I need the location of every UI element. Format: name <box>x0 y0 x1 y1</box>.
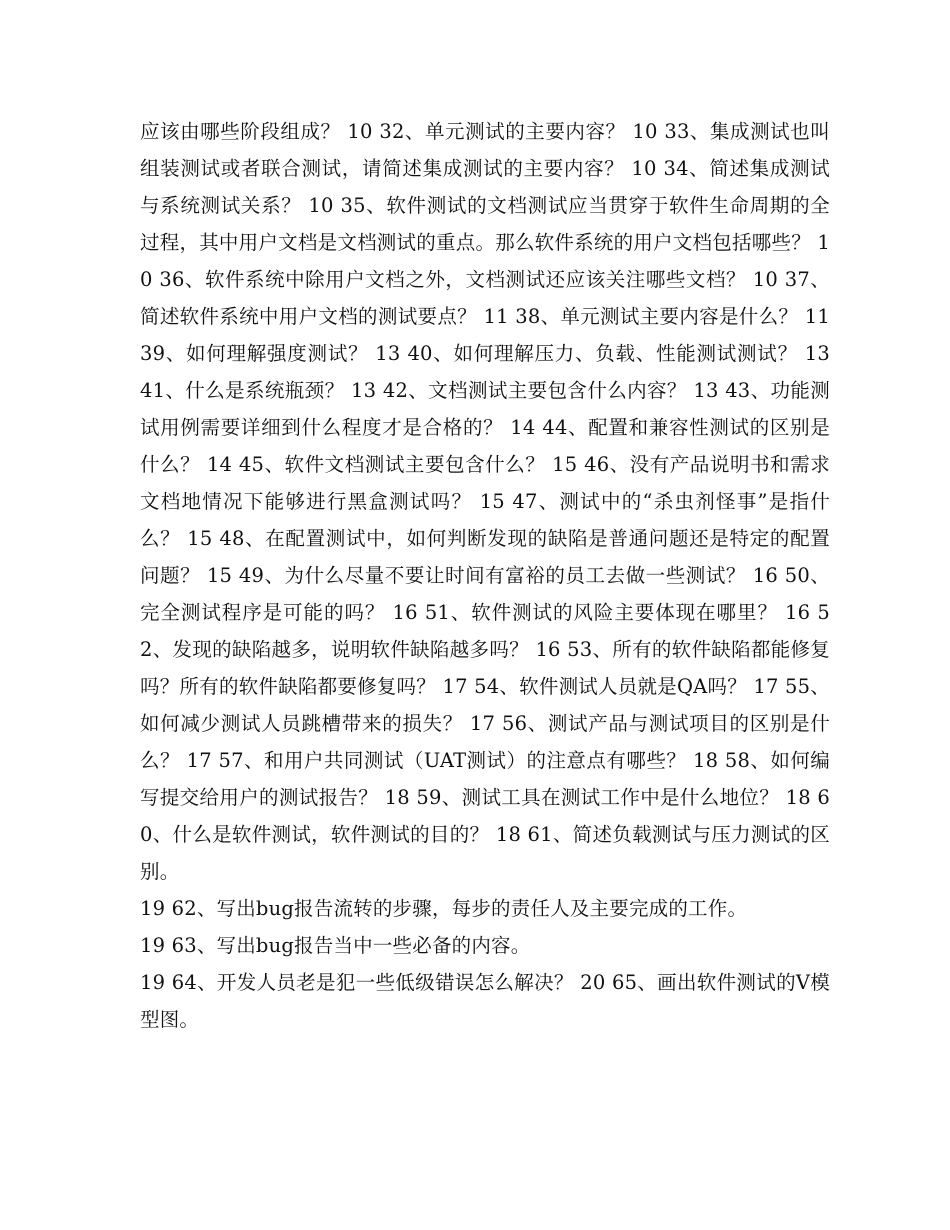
paragraph-2: 19 62、写出bug报告流转的步骤，每步的责任人及主要完成的工作。 <box>140 897 748 920</box>
document-body <box>140 113 830 1038</box>
paragraph-3: 19 63、写出bug报告当中一些必备的内容。 <box>140 934 531 957</box>
paragraph-4: 19 64、开发人员老是犯一些低级错误怎么解决？ 20 65、画出软件测试的V模型图。 <box>140 971 830 1031</box>
paragraph-1: 应该由哪些阶段组成？ 10 32、单元测试的主要内容？ 10 33、集成测试也叫组装测试或者联合测试，请简述集成测试的主要内容？ 10 34、简述集成测试与系统测试关系？ 10 35、软件测试的文档测试应当贯穿于软件生命周期的全过程，其中用户文档是文档测试的重点。那么软件系统的用户文档包括哪些？ 10 36、软件系统中除用户文档之外，文档测试还应该关注哪些文档？ 10 37、简述软件系统中用户文档的测试要点？ 11 38、单元测试主要内容是什么？ 11 39、如何理解强度测试？ 13 40、如何理解压力、负载、性能测试测试？ 13 41、什么是系统瓶颈？ 13 42、文档测试主要包含什么内容？ 13 43、功能测试用例需要详细到什么程度才是合格的？ 14 44、配置和兼容性测试的区别是什么？ 14 45、软件文档测试主要包含什么？ 15 46、没有产品说明书和需求文档地情况下能够进行黑盒测试吗？ 15 47、测试中的“杀虫剂怪事”是指什么？ 15 48、在配置测试中，如何判断发现的缺陷是普通问题还是特定的配置问题？ 15 49、为什么尽量不要让时间有富裕的员工去做一些测试？ 16 50、完全测试程序是可能的吗？ 16 51、软件测试的风险主要体现在哪里？ 16 52、发现的缺陷越多，说明软件缺陷越多吗？ 16 53、所有的软件缺陷都能修复吗？所有的软件缺陷都要修复吗？ 17 54、软件测试人员就是QA吗？ 17 55、如何减少测试人员跳槽带来的损失？ 17 56、测试产品与测试项目的区别是什么？ 17 57、和用户共同测试（UAT测试）的注意点有哪些？ 18 58、如何编写提交给用户的测试报告？ 18 59、测试工具在测试工作中是什么地位？ 18 60、什么是软件测试，软件测试的目的？ 18 61、简述负载测试与压力测试的区别。 <box>140 120 830 883</box>
